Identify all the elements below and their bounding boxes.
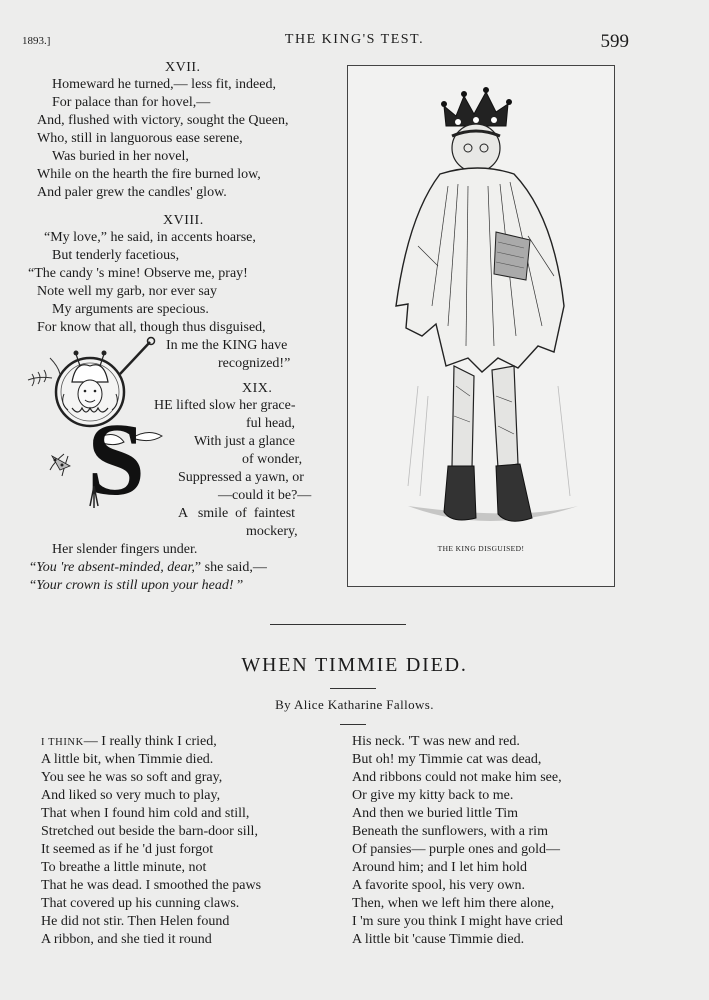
- running-title: THE KING'S TEST.: [284, 32, 425, 47]
- article-line: Beneath the sunflowers, with a rim: [352, 824, 548, 839]
- poem-quote-line: “You 're absent-minded, dear,” she said,—: [30, 560, 267, 575]
- poem-line: recognized!”: [218, 356, 291, 371]
- article-line: He did not stir. Then Helen found: [41, 914, 230, 929]
- header-year: 1893.]: [22, 35, 51, 47]
- jester-drop-cap-ornament: [24, 336, 176, 510]
- article-line: To breathe a little minute, not: [41, 860, 207, 875]
- poem-line: Suppressed a yawn, or: [178, 470, 304, 485]
- article-line: A little bit, when Timmie died.: [41, 752, 214, 767]
- article-line: And ribbons could not make him see,: [352, 770, 562, 785]
- poem-line: But tenderly facetious,: [52, 248, 180, 263]
- article-byline: By Alice Katharine Fallows.: [275, 697, 434, 712]
- article-title: WHEN TIMMIE DIED.: [241, 654, 468, 676]
- article-line: It seemed as if he 'd just forgot: [41, 842, 214, 857]
- poem-line: ful head,: [246, 416, 295, 431]
- section-divider: [270, 624, 406, 625]
- page-number: 599: [600, 31, 629, 52]
- article-line: A ribbon, and she tied it round: [41, 932, 212, 947]
- article-line: That he was dead. I smoothed the paws: [41, 878, 262, 893]
- poem-line: In me the KING have: [166, 338, 288, 353]
- article-line: And then we buried little Tim: [352, 806, 519, 821]
- article-line: But oh! my Timmie cat was dead,: [352, 752, 542, 767]
- poem-line: —could it be?—: [218, 488, 312, 503]
- poem-line: mockery,: [246, 524, 298, 539]
- poem-line: of wonder,: [242, 452, 303, 467]
- article-line: That covered up his cunning claws.: [41, 896, 240, 911]
- article-line: Or give my kitty back to me.: [352, 788, 514, 803]
- poem-line: Her slender fingers under.: [52, 542, 198, 557]
- poem-line: And, flushed with victory, sought the Queen,: [37, 113, 289, 128]
- title-rule: [330, 688, 376, 689]
- stanza-numeral-xix: XIX.: [242, 381, 273, 396]
- poem-line: Was buried in her novel,: [52, 149, 189, 164]
- article-line: I 'm sure you think I might have cried: [352, 914, 563, 929]
- poem-line: HE lifted slow her grace-: [154, 398, 296, 413]
- poem-quote-line: “Your crown is still upon your head! ”: [30, 578, 244, 593]
- poem-line: “The candy 's mine! Observe me, pray!: [28, 266, 248, 281]
- king-disguised-illustration: [348, 66, 614, 536]
- illustration-frame: [347, 65, 615, 587]
- article-line: Stretched out beside the barn-door sill,: [41, 824, 258, 839]
- article-line: A favorite spool, his very own.: [352, 878, 526, 893]
- poem-line: With just a glance: [194, 434, 295, 449]
- poem-line: Note well my garb, nor ever say: [37, 284, 217, 299]
- drop-cap-letter: S: [87, 402, 145, 510]
- article-line: You see he was so soft and gray,: [41, 770, 223, 785]
- article-line: A little bit 'cause Timmie died.: [352, 932, 525, 947]
- illustration-caption: THE KING DISGUISED!: [437, 544, 525, 553]
- article-line: Of pansies— purple ones and gold—: [352, 842, 561, 857]
- poem-line: “My love,” he said, in accents hoarse,: [44, 230, 256, 245]
- poem-line: For palace than for hovel,—: [52, 95, 211, 110]
- stanza-numeral-xviii: XVIII.: [163, 213, 204, 228]
- article-line: His neck. 'T was new and red.: [352, 734, 520, 749]
- article-line: And liked so very much to play,: [41, 788, 221, 803]
- poem-line: My arguments are specious.: [52, 302, 209, 317]
- stanza-numeral-xvii: XVII.: [165, 60, 201, 75]
- article-line: I THINK— I really think I cried,: [41, 734, 217, 749]
- poem-line: Homeward he turned,— less fit, indeed,: [52, 77, 276, 92]
- byline-rule: [340, 724, 366, 725]
- article-line: Around him; and I let him hold: [352, 860, 527, 875]
- poem-line: And paler grew the candles' glow.: [37, 185, 227, 200]
- poem-line: Who, still in languorous ease serene,: [37, 131, 243, 146]
- article-line: Then, when we left him there alone,: [352, 896, 555, 911]
- poem-line: For know that all, though thus disguised,: [37, 320, 266, 335]
- article-line: That when I found him cold and still,: [41, 806, 250, 821]
- poem-line: A smile of faintest: [178, 506, 296, 521]
- poem-line: While on the hearth the fire burned low,: [37, 167, 261, 182]
